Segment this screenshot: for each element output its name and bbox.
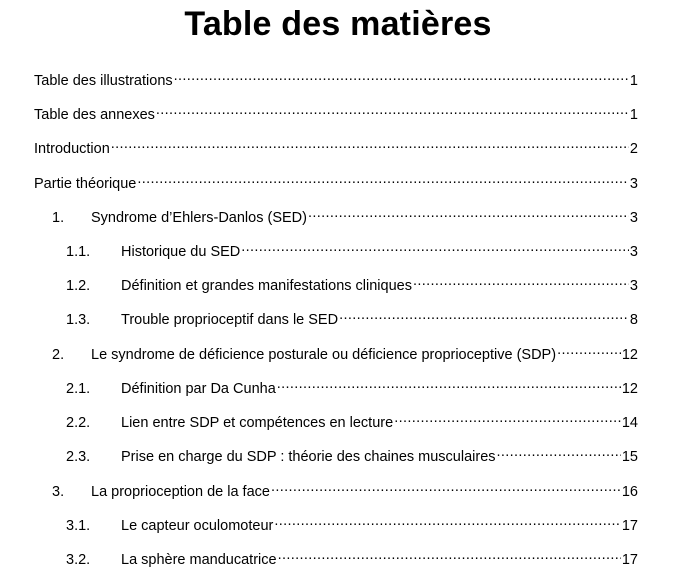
toc-entry-page: 16 xyxy=(621,484,638,500)
toc-entry-number: 2. xyxy=(52,347,65,363)
toc-entry-label: Le capteur oculomoteur xyxy=(121,518,274,534)
toc-entry-page: 15 xyxy=(621,449,638,465)
toc-entry-page: 14 xyxy=(621,415,638,431)
toc-entry-section-2-3[interactable] xyxy=(66,443,638,466)
toc-entry-section-2[interactable] xyxy=(52,341,638,364)
toc-entry-page: 12 xyxy=(621,347,638,363)
toc-entry-section-2-2[interactable] xyxy=(66,409,638,432)
toc-entry-label: Table des illustrations xyxy=(34,73,173,89)
page-title: Table des matières xyxy=(184,5,492,43)
toc-entry-number: 1.2. xyxy=(66,278,91,294)
toc-dot-leader xyxy=(274,512,621,530)
toc-entry-label: Syndrome d’Ehlers-Danlos (SED) xyxy=(91,210,307,226)
toc-entry-table-des-annexes[interactable] xyxy=(34,101,638,124)
toc-entry-section-1-2[interactable] xyxy=(66,272,638,295)
toc-entry-label: Introduction xyxy=(34,141,110,157)
toc-dot-leader xyxy=(137,170,629,188)
toc-dot-leader xyxy=(308,204,629,222)
toc-entry-page: 17 xyxy=(621,552,638,568)
toc-entry-label: Le syndrome de déficience posturale ou déficience proprioceptive (SDP) xyxy=(91,347,557,363)
toc-entry-section-1-1[interactable] xyxy=(66,238,638,261)
toc-entry-number: 1.3. xyxy=(66,312,91,328)
toc-entry-section-3-2[interactable] xyxy=(66,546,638,569)
toc-entry-number: 3.1. xyxy=(66,518,91,534)
toc-entry-page: 2 xyxy=(629,141,638,157)
toc-dot-leader xyxy=(394,409,621,427)
toc-entry-page: 3 xyxy=(629,176,638,192)
toc-entry-label: Prise en charge du SDP : théorie des chaines musculaires xyxy=(121,449,496,465)
toc-entry-label: La proprioception de la face xyxy=(91,484,270,500)
toc-entry-page: 17 xyxy=(621,518,638,534)
toc-entry-section-1-3[interactable] xyxy=(66,306,638,329)
toc-dot-leader xyxy=(174,67,629,85)
toc-dot-leader xyxy=(277,375,621,393)
toc-entry-introduction[interactable] xyxy=(34,135,638,158)
toc-entry-label: Définition et grandes manifestations cliniques xyxy=(121,278,412,294)
toc-entry-label: Lien entre SDP et compétences en lecture xyxy=(121,415,394,431)
toc-entry-page: 1 xyxy=(629,73,638,89)
toc-entry-section-2-1[interactable] xyxy=(66,375,638,398)
toc-entry-table-des-illustrations[interactable] xyxy=(34,67,638,90)
toc-entry-page: 8 xyxy=(629,312,638,328)
toc-dot-leader xyxy=(156,101,629,119)
toc-entry-label: Partie théorique xyxy=(34,176,137,192)
toc-entry-label: Historique du SED xyxy=(121,244,241,260)
toc-dot-leader xyxy=(413,272,629,290)
toc-entry-number: 2.2. xyxy=(66,415,91,431)
toc-entry-page: 12 xyxy=(621,381,638,397)
toc-entry-section-3-1[interactable] xyxy=(66,512,638,535)
toc-entry-label: La sphère manducatrice xyxy=(121,552,277,568)
toc-dot-leader xyxy=(241,238,629,256)
toc-entry-number: 2.3. xyxy=(66,449,91,465)
toc-entry-partie-theorique[interactable] xyxy=(34,170,638,193)
toc-entry-label: Trouble proprioceptif dans le SED xyxy=(121,312,339,328)
toc-entry-page: 1 xyxy=(629,107,638,123)
toc-entry-number: 3. xyxy=(52,484,65,500)
toc-entry-number: 1. xyxy=(52,210,65,226)
toc-entry-page: 3 xyxy=(629,210,638,226)
toc-dot-leader xyxy=(557,341,621,359)
toc-entry-section-3[interactable] xyxy=(52,478,638,501)
toc-dot-leader xyxy=(497,443,621,461)
toc-entry-number: 1.1. xyxy=(66,244,91,260)
toc-dot-leader xyxy=(271,478,621,496)
toc-entry-number: 2.1. xyxy=(66,381,91,397)
toc-dot-leader xyxy=(111,135,629,153)
toc-dot-leader xyxy=(339,306,629,324)
toc-entry-label: Table des annexes xyxy=(34,107,155,123)
toc-entry-page: 3 xyxy=(629,244,638,260)
toc-entry-section-1[interactable] xyxy=(52,204,638,227)
toc-entry-number: 3.2. xyxy=(66,552,91,568)
toc-entry-label: Définition par Da Cunha xyxy=(121,381,276,397)
toc-dot-leader xyxy=(278,546,621,564)
toc-entry-page: 3 xyxy=(629,278,638,294)
